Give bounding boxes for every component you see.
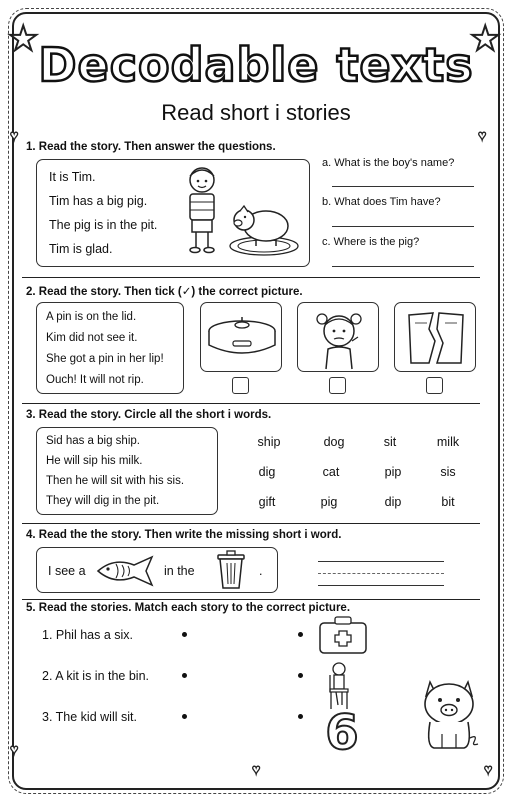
word-option[interactable]: sit — [383, 435, 397, 449]
star-icon: ★ — [470, 20, 501, 58]
q3-story-line: He will sip his milk. — [46, 455, 143, 467]
heart-icon: ♥ — [10, 127, 19, 143]
q4-sentence-end: . — [259, 564, 263, 578]
match-dot-left[interactable] — [182, 632, 187, 637]
writing-line-mid — [318, 573, 444, 574]
word-option[interactable]: pip — [384, 465, 402, 479]
heart-icon: ♥ — [478, 127, 487, 143]
q1-story-line: It is Tim. — [49, 170, 96, 184]
page-subtitle: Read short i stories — [161, 100, 351, 125]
q2-story-line: Ouch! It will not rip. — [46, 374, 144, 386]
q4-sentence-mid: in the — [164, 564, 195, 578]
heart-icon: ♥ — [484, 761, 493, 777]
picture-option-lid[interactable] — [200, 302, 282, 372]
picture-option-torn-paper[interactable] — [394, 302, 476, 372]
q5-story: 3. The kid will sit. — [42, 710, 137, 724]
fish-icon — [94, 555, 156, 587]
pig-icon — [414, 672, 484, 752]
heart-icon: ♥ — [10, 741, 19, 757]
boy-icon — [180, 164, 224, 256]
answer-line[interactable] — [332, 266, 474, 267]
match-dot-right[interactable] — [298, 714, 303, 719]
word-option[interactable]: sis — [440, 465, 456, 479]
section-divider — [22, 403, 480, 404]
heart-icon: ♥ — [252, 761, 261, 777]
word-option[interactable]: dip — [384, 495, 402, 509]
q4-heading: 4. Read the the story. Then write the missing short i word. — [26, 529, 342, 541]
word-option[interactable]: gift — [258, 495, 276, 509]
q3-heading: 3. Read the story. Circle all the short i words. — [26, 409, 272, 421]
q1-story-line: Tim is glad. — [49, 242, 113, 256]
section-divider — [22, 599, 480, 600]
q4-sentence-start: I see a — [48, 564, 86, 578]
section-divider — [22, 523, 480, 524]
kid-sitting-icon — [326, 661, 352, 711]
match-dot-right[interactable] — [298, 673, 303, 678]
q1-story-line: The pig is in the pit. — [49, 218, 158, 232]
q3-story-line: Then he will sit with his sis. — [46, 475, 185, 487]
word-option[interactable]: bit — [441, 495, 455, 509]
tick-box[interactable] — [329, 377, 346, 394]
page-title: Decodable texts — [38, 38, 474, 92]
match-dot-left[interactable] — [182, 714, 187, 719]
writing-line-base[interactable] — [318, 585, 444, 586]
q2-story-line: Kim did not see it. — [46, 332, 138, 344]
q1-question-b: b. What does Tim have? — [322, 196, 441, 208]
match-dot-right[interactable] — [298, 632, 303, 637]
number-six: 6 — [325, 705, 359, 761]
q2-story-line: A pin is on the lid. — [46, 311, 137, 323]
picture-option-girl[interactable] — [297, 302, 379, 372]
word-option[interactable]: cat — [322, 465, 340, 479]
q1-story-line: Tim has a big pig. — [49, 194, 148, 208]
word-option[interactable]: dig — [258, 465, 276, 479]
pig-in-pit-icon — [226, 200, 304, 258]
lid-with-pin-icon — [205, 313, 279, 363]
q3-story-box — [36, 427, 218, 515]
answer-line[interactable] — [332, 226, 474, 227]
first-aid-kit-icon — [318, 615, 368, 655]
word-option[interactable]: ship — [257, 435, 281, 449]
q5-story: 2. A kit is in the bin. — [42, 669, 150, 683]
word-option[interactable]: dog — [323, 435, 345, 449]
q2-story-box — [36, 302, 184, 394]
q3-story-line: They will dig in the pit. — [46, 495, 160, 507]
bin-icon — [216, 550, 246, 590]
q5-story: 1. Phil has a six. — [42, 628, 134, 642]
answer-line[interactable] — [332, 186, 474, 187]
q3-story-line: Sid has a big ship. — [46, 435, 140, 447]
tick-box[interactable] — [232, 377, 249, 394]
match-dot-left[interactable] — [182, 673, 187, 678]
q1-question-a: a. What is the boy's name? — [322, 157, 455, 169]
torn-paper-icon — [405, 309, 467, 367]
q1-question-c: c. Where is the pig? — [322, 236, 420, 248]
q5-heading: 5. Read the stories. Match each story to the correct picture. — [26, 602, 351, 614]
tick-box[interactable] — [426, 377, 443, 394]
q2-heading: 2. Read the story. Then tick (✓) the correct picture. — [26, 286, 303, 298]
word-option[interactable]: milk — [436, 435, 460, 449]
star-icon: ★ — [8, 20, 39, 58]
section-divider — [22, 277, 480, 278]
q2-story-line: She got a pin in her lip! — [46, 353, 164, 365]
girl-hurt-lip-icon — [314, 307, 364, 369]
word-option[interactable]: pig — [320, 495, 338, 509]
q1-heading: 1. Read the story. Then answer the questions. — [26, 141, 276, 153]
writing-line-top[interactable] — [318, 561, 444, 562]
